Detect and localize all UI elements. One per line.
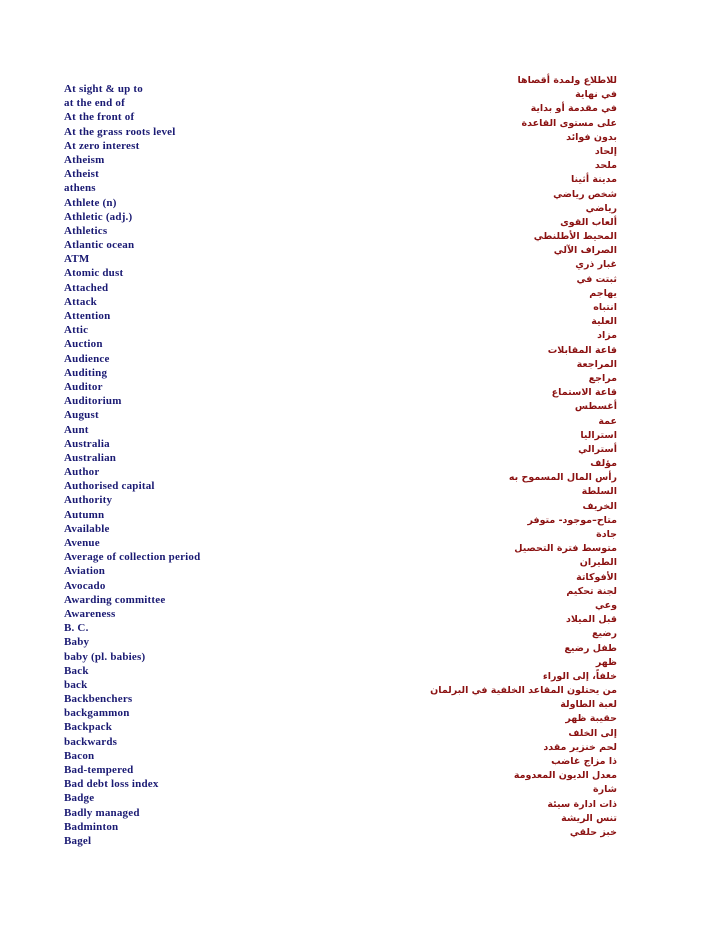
arabic-translation: خبز حلقي: [569, 826, 617, 838]
english-term: Autumn: [64, 508, 105, 521]
arabic-translation: الصراف الآلي: [553, 245, 617, 257]
arabic-translation: مزاد: [597, 330, 617, 342]
arabic-translation: ظهر: [595, 656, 617, 668]
arabic-translation: غبار ذري: [575, 259, 617, 271]
english-term: Attic: [64, 324, 89, 337]
english-term: Australia: [64, 437, 110, 450]
english-term: Backpack: [64, 721, 113, 734]
english-term: Athlete (n): [64, 196, 117, 209]
arabic-translation: خلفاً، إلى الوراء: [542, 670, 617, 682]
arabic-translation: الأفوكاتة: [576, 571, 617, 583]
arabic-translation: من يحتلون المقاعد الخلفية في البرلمان: [430, 685, 617, 697]
english-term: At sight & up to: [64, 83, 143, 95]
arabic-translation: رأس المال المسموح به: [508, 472, 617, 484]
arabic-translation: لجنة تحكيم: [566, 585, 617, 597]
english-term: Backbenchers: [64, 693, 133, 706]
arabic-translation: رضيع: [591, 628, 617, 640]
arabic-translation: على مستوى القاعدة: [521, 117, 617, 129]
arabic-translation: أغسطس: [574, 401, 617, 413]
arabic-translation: العلية: [591, 316, 617, 328]
arabic-translation: لعبة الطاولة: [560, 699, 617, 711]
english-term: Awareness: [64, 607, 116, 620]
arabic-translation: ألعاب القوى: [560, 216, 617, 228]
arabic-translation: قاعة الاستماع: [551, 387, 617, 399]
arabic-translation: رياضي: [585, 202, 617, 214]
english-term: Avenue: [64, 537, 100, 549]
english-term: At the grass roots level: [64, 125, 176, 138]
english-term: Attached: [64, 281, 109, 294]
arabic-translation: بدون فوائد: [566, 131, 617, 143]
english-term: Awarding committee: [64, 593, 166, 606]
arabic-translation: إلى الخلف: [568, 727, 617, 739]
english-term: Bad debt loss index: [64, 778, 159, 791]
arabic-translation: المحيط الأطلنطي: [533, 231, 617, 243]
english-term: At the front of: [64, 111, 135, 124]
english-term: Bad-tempered: [64, 764, 134, 776]
arabic-translation: ثبتت في: [576, 273, 617, 285]
arabic-translation: الطيران: [579, 557, 617, 569]
arabic-translation: أسترالي: [578, 443, 617, 455]
english-term: Attack: [64, 295, 97, 308]
english-term: August: [64, 409, 99, 422]
english-term: Atheism: [64, 153, 105, 166]
arabic-translation: في نهاية: [575, 89, 617, 101]
arabic-translation: متوسط فترة التحصيل: [514, 543, 617, 555]
english-term: Auditing: [64, 366, 108, 379]
english-term: baby (pl. babies): [64, 650, 146, 663]
english-term: Atlantic ocean: [64, 239, 135, 252]
english-term: Auction: [64, 338, 103, 351]
english-term: Baby: [64, 636, 90, 649]
arabic-translation: لحم خنزير مقدد: [543, 741, 617, 753]
arabic-translation: طفل رضيع: [564, 642, 617, 654]
arabic-translations-column: [297, 74, 617, 840]
arabic-translation: متاح–موجود- متوفر: [527, 514, 617, 526]
arabic-translation: عمة: [598, 415, 617, 427]
english-term: Aviation: [64, 565, 106, 578]
english-term: athens: [64, 182, 96, 195]
english-term: Authority: [64, 494, 113, 507]
arabic-translation: الخريف: [582, 500, 617, 512]
arabic-translation: قبل الميلاد: [565, 614, 617, 626]
english-term: Average of collection period: [64, 551, 201, 564]
arabic-translation: انتباه: [593, 302, 617, 313]
arabic-translation: حقيبة ظهر: [565, 713, 617, 725]
arabic-translation: معدل الديون المعدومة: [513, 770, 617, 782]
arabic-translation: يهاجم: [589, 287, 617, 299]
english-term: Atomic dust: [64, 267, 124, 280]
english-term: Australian: [64, 451, 117, 464]
english-term: Athletics: [64, 224, 108, 237]
english-term: Badly managed: [64, 806, 140, 819]
english-term: back: [64, 678, 88, 691]
arabic-translation: شخص رياضي: [553, 188, 617, 200]
english-term: Bagel: [64, 834, 92, 847]
english-term: Author: [64, 466, 100, 479]
arabic-translation: ملحد: [594, 160, 617, 172]
english-term: at the end of: [64, 97, 125, 110]
arabic-translation: المراجعة: [576, 358, 617, 370]
english-term: Auditor: [64, 380, 103, 393]
english-term: Audience: [64, 352, 110, 365]
english-term: Back: [64, 664, 89, 677]
english-term: Badge: [64, 792, 95, 805]
arabic-translation: مراجع: [588, 372, 617, 384]
english-term: Bacon: [64, 749, 95, 762]
english-term: backgammon: [64, 707, 130, 720]
arabic-translation: استراليا: [580, 429, 617, 441]
arabic-translation: شارة: [593, 784, 617, 796]
english-term: ATM: [64, 253, 90, 266]
arabic-translation: ذات ادارة سيئة: [547, 798, 617, 810]
english-term: Athletic (adj.): [64, 210, 133, 223]
arabic-translation: ذا مزاج غاضب: [551, 756, 617, 767]
english-term: Auditorium: [64, 395, 122, 408]
arabic-translation: للاطلاع ولمدة أقصاها: [517, 75, 617, 86]
arabic-translation: في مقدمة أو بداية: [530, 103, 617, 115]
english-term: Aunt: [64, 423, 89, 436]
arabic-translation: مدينة أثينا: [570, 174, 617, 186]
arabic-translation: مؤلف: [590, 458, 617, 470]
english-term: backwards: [64, 735, 118, 748]
english-term: B. C.: [64, 622, 89, 635]
arabic-translation: جادة: [596, 529, 617, 540]
arabic-translation: قاعة المقابلات: [547, 344, 617, 356]
english-term: At zero interest: [64, 139, 140, 152]
english-term: Atheist: [64, 168, 100, 181]
arabic-translation: إلحاد: [594, 145, 617, 157]
english-term: Avocado: [64, 579, 106, 592]
arabic-translation: السلطة: [581, 486, 617, 498]
arabic-translation: وعي: [594, 599, 617, 611]
english-term: Available: [64, 522, 110, 535]
arabic-translation: تنس الريشة: [561, 812, 617, 824]
english-term: Authorised capital: [64, 480, 155, 493]
english-term: Badminton: [64, 820, 119, 833]
english-term: Attention: [64, 310, 111, 322]
